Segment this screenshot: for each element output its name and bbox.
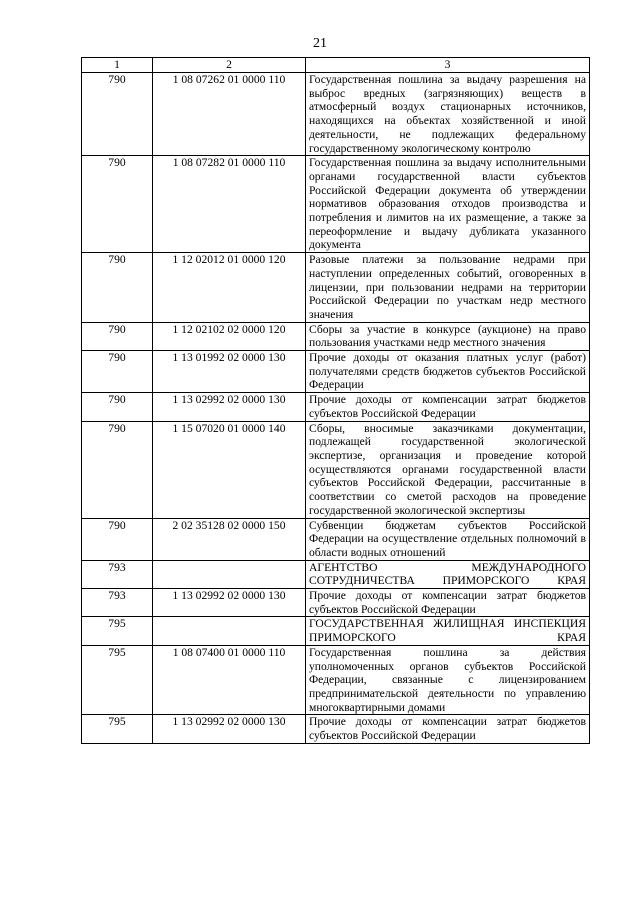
table-row xyxy=(82,589,590,617)
revenue-code-cell: 1 15 07020 01 0000 140 xyxy=(153,421,306,518)
table-row xyxy=(82,617,590,645)
revenue-code-cell: 1 13 01992 02 0000 130 xyxy=(153,351,306,393)
admin-code-cell: 795 xyxy=(82,645,153,715)
table-header xyxy=(82,58,590,73)
revenue-name-cell: Государственная пошлина за выдачу разрешения на выброс вредных (загрязняющих) веществ в атмосферный воздух стационарных источников, находящихся на объектах хозяйственной и иной деятельности, не подлежащих федеральному государственному экологическому контролю xyxy=(306,73,590,156)
admin-code-cell: 790 xyxy=(82,393,153,421)
revenue-name-cell: Сборы за участие в конкурсе (аукционе) на право пользования участками недр местного значения xyxy=(306,322,590,350)
table-body xyxy=(82,73,590,744)
revenue-code-cell: 1 13 02992 02 0000 130 xyxy=(153,589,306,617)
revenue-code-cell: 1 08 07400 01 0000 110 xyxy=(153,645,306,715)
admin-code-cell: 790 xyxy=(82,518,153,560)
revenue-code-cell xyxy=(153,617,306,645)
admin-code-cell: 790 xyxy=(82,253,153,323)
column-header-2: 2 xyxy=(153,58,306,73)
admin-code-cell: 790 xyxy=(82,421,153,518)
admin-code-cell: 795 xyxy=(82,617,153,645)
admin-code-cell: 790 xyxy=(82,73,153,156)
admin-code-cell: 790 xyxy=(82,156,153,253)
revenue-name-cell: Государственная пошлина за выдачу исполнительными органами государственной власти субъектов Российской Федерации документа об утверждении нормативов образования отходов производства и потребления и лимитов на их размещение, а также за переоформление и выдачу дубликата указанного документа xyxy=(306,156,590,253)
table-row xyxy=(82,73,590,156)
page-number: 21 xyxy=(313,36,327,51)
revenue-codes-table xyxy=(81,57,590,744)
revenue-code-cell: 2 02 35128 02 0000 150 xyxy=(153,518,306,560)
table-row xyxy=(82,351,590,393)
table-row xyxy=(82,421,590,518)
agency-name-cell: АГЕНТСТВО МЕЖДУНАРОДНОГО СОТРУДНИЧЕСТВА ПРИМОРСКОГО КРАЯ xyxy=(306,560,590,588)
admin-code-cell: 790 xyxy=(82,351,153,393)
agency-name-cell: ГОСУДАРСТВЕННАЯ ЖИЛИЩНАЯ ИНСПЕКЦИЯ ПРИМОРСКОГО КРАЯ xyxy=(306,617,590,645)
admin-code-cell: 790 xyxy=(82,322,153,350)
revenue-name-cell: Сборы, вносимые заказчиками документации, подлежащей государственной экологической экспертизе, организация и проведение которой осуществляются органами государственной власти субъектов Российской Федерации, рассчитанные в соответствии со сметой расходов на проведение государственной экологической экспертизы xyxy=(306,421,590,518)
revenue-code-cell: 1 08 07282 01 0000 110 xyxy=(153,156,306,253)
revenue-name-cell: Прочие доходы от компенсации затрат бюджетов субъектов Российской Федерации xyxy=(306,393,590,421)
revenue-code-cell xyxy=(153,560,306,588)
table-row xyxy=(82,322,590,350)
header-row xyxy=(82,58,590,73)
table-row xyxy=(82,645,590,715)
revenue-code-cell: 1 13 02992 02 0000 130 xyxy=(153,715,306,743)
column-header-3: 3 xyxy=(306,58,590,73)
revenue-name-cell: Прочие доходы от компенсации затрат бюджетов субъектов Российской Федерации xyxy=(306,715,590,743)
table-row xyxy=(82,253,590,323)
admin-code-cell: 793 xyxy=(82,589,153,617)
revenue-name-cell: Прочие доходы от оказания платных услуг (работ) получателями средств бюджетов субъектов Российской Федерации xyxy=(306,351,590,393)
revenue-name-cell: Государственная пошлина за действия уполномоченных органов субъектов Российской Федерации, связанные с лицензированием предпринимательской деятельности по управлению многоквартирными домами xyxy=(306,645,590,715)
table-row xyxy=(82,560,590,588)
table-row xyxy=(82,393,590,421)
table-row xyxy=(82,156,590,253)
column-header-1: 1 xyxy=(82,58,153,73)
table-row xyxy=(82,518,590,560)
admin-code-cell: 795 xyxy=(82,715,153,743)
revenue-code-cell: 1 08 07262 01 0000 110 xyxy=(153,73,306,156)
revenue-name-cell: Разовые платежи за пользование недрами при наступлении определенных событий, оговоренных в лицензии, при пользовании недрами на территории Российской Федерации по участкам недр местного значения xyxy=(306,253,590,323)
table-row xyxy=(82,715,590,743)
revenue-code-cell: 1 12 02012 01 0000 120 xyxy=(153,253,306,323)
admin-code-cell: 793 xyxy=(82,560,153,588)
revenue-code-cell: 1 13 02992 02 0000 130 xyxy=(153,393,306,421)
revenue-name-cell: Субвенции бюджетам субъектов Российской Федерации на осуществление отдельных полномочий в области водных отношений xyxy=(306,518,590,560)
revenue-code-cell: 1 12 02102 02 0000 120 xyxy=(153,322,306,350)
revenue-name-cell: Прочие доходы от компенсации затрат бюджетов субъектов Российской Федерации xyxy=(306,589,590,617)
